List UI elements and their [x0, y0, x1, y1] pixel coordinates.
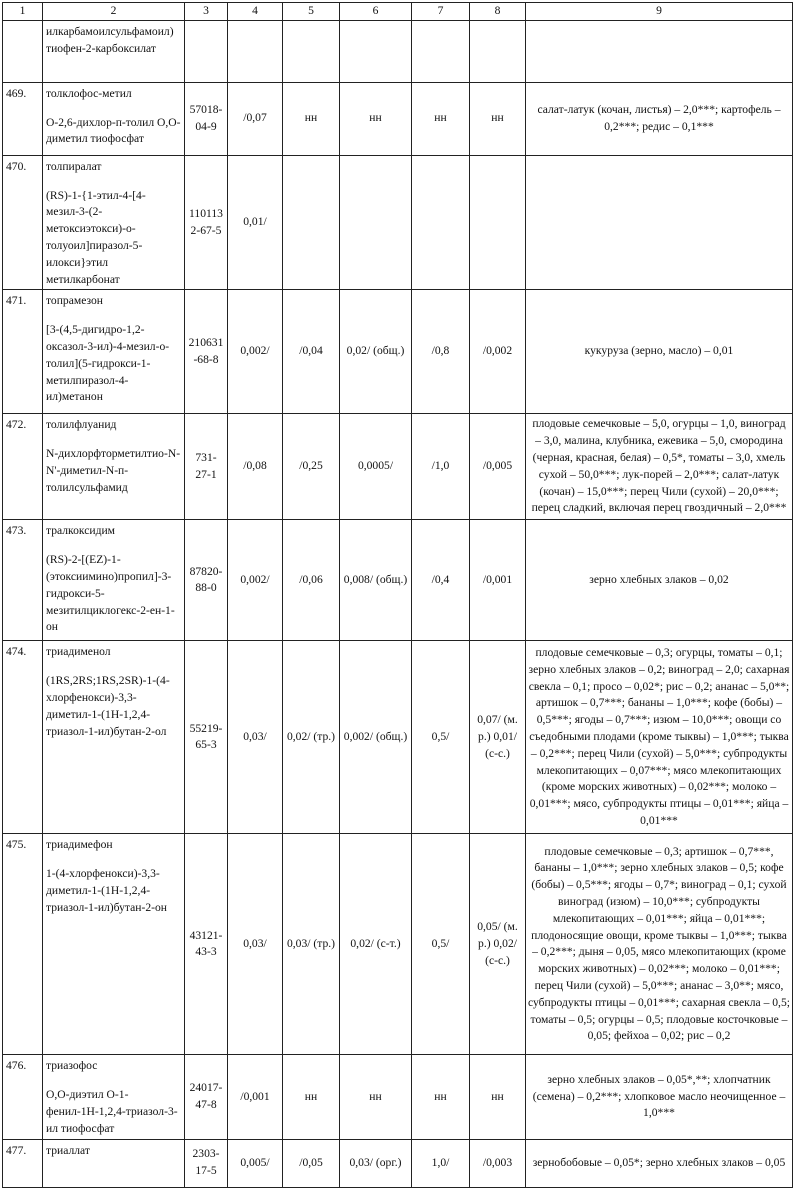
value-col-5: /0,06: [283, 520, 340, 641]
row-number: 469.: [3, 82, 43, 155]
table-row: [3, 290, 793, 414]
substance-cell: [43, 641, 185, 834]
residue-limits: зернобобовые – 0,05*; зерно хлебных злаков – 0,05: [526, 1139, 793, 1187]
value-col-4: /0,07: [228, 82, 283, 155]
table-row: [3, 520, 793, 641]
value-col-8: [470, 155, 526, 290]
cas-number: 57018-04-9: [185, 82, 228, 155]
residue-limits: плодовые семечковые – 5,0, огурцы – 1,0, виноград – 3,0, малина, клубника, ежевика – 5,0, смородина (черная, красная, белая) – 0,5*, томаты – 3,0, хмель сухой – 50,0***; лук-порей – 2,0***; салат-латук (кочан) – 15,0***; перец Чили (сухой) – 20,0***; перец сладкий, включая перец гвоздичный – 2,0***: [526, 414, 793, 520]
value-col-8: /0,001: [470, 520, 526, 641]
substance-cell: [43, 290, 185, 414]
residue-limits: кукуруза (зерно, масло) – 0,01: [526, 290, 793, 414]
value-col-8: нн: [470, 1055, 526, 1139]
substance-name: триаллат: [46, 1143, 90, 1157]
cas-number: 24017-47-8: [185, 1055, 228, 1139]
substance-cell: [43, 834, 185, 1055]
table-row: [3, 82, 793, 155]
cas-number: 87820-88-0: [185, 520, 228, 641]
value-col-6: 0,0005/: [340, 414, 412, 520]
value-col-5: /0,05: [283, 1139, 340, 1187]
cas-number: 43121-43-3: [185, 834, 228, 1055]
value-col-6: 0,002/ (общ.): [340, 641, 412, 834]
table-row: [3, 155, 793, 290]
value-col-7: [412, 155, 470, 290]
row-number: [3, 20, 43, 82]
row-number: 471.: [3, 290, 43, 414]
residue-limits: плодовые семечковые – 0,3; артишок – 0,7***, бананы – 1,0***; зерно хлебных злаков – 0,5; кофе (бобы) – 0,5***; ягоды – 0,7*; виноград – 0,1; сухой виноград (изюм) – 10,0***; субпродукты млекопитающих – 0,01***; яйца – 0,01***; плодоносящие овощи, кроме тыквы – 1,0***; тыква – 0,2***; дыня – 0,05, мясо млекопитающих (кроме морских животных) – 0,02***; молоко – 0,01***; перец Чили (сухой) – 5,0***; ананас – 3,0**; мясо, субпродукты птицы – 0,01***; сахарная свекла – 0,5; томаты – 0,5; огурцы – 0,5; плодовые косточковые – 0,05; фейхоа – 0,02; рис – 0,2: [526, 834, 793, 1055]
header-row: [3, 3, 793, 21]
value-col-5: 0,02/ (тр.): [283, 641, 340, 834]
residue-limits: зерно хлебных злаков – 0,05*,**; хлопчатник (семена) – 0,2***; хлопковое масло неочищенное – 1,0***: [526, 1055, 793, 1139]
continuation-row: [3, 20, 793, 82]
column-header-9: 9: [526, 3, 793, 21]
substance-cell: [43, 520, 185, 641]
value-col-6: 0,02/ (с-т.): [340, 834, 412, 1055]
table-row: [3, 641, 793, 834]
cas-number: 110113 2-67-5: [185, 155, 228, 290]
value-col-4: /0,08: [228, 414, 283, 520]
value-col-5: нн: [283, 1055, 340, 1139]
cas-number: 731-27-1: [185, 414, 228, 520]
substance-name: топрамезон: [46, 294, 103, 308]
substance-chemical-name: (1RS,2RS;1RS,2SR)-1-(4-хлорфенокси)-3,3-диметил-1-(1Н-1,2,4-триазол-1-ил)бутан-2-ол: [46, 674, 170, 738]
cas-number: 55219-65-3: [185, 641, 228, 834]
value-col-6: 0,02/ (общ.): [340, 290, 412, 414]
substance-chemical-name: илкарбамоилсульфамоил) тиофен-2-карбоксилат: [43, 20, 185, 82]
value-col-4: 0,005/: [228, 1139, 283, 1187]
value-col-8: нн: [470, 82, 526, 155]
value-col-7: 1,0/: [412, 1139, 470, 1187]
substance-chemical-name: 1-(4-хлорфенокси)-3,3-диметил-1-(1Н-1,2,4-триазол-1-ил)бутан-2-он: [46, 867, 167, 914]
substance-cell: [43, 1139, 185, 1187]
table-row: [3, 1139, 793, 1187]
value-col-7: нн: [412, 1055, 470, 1139]
substance-name: триадимефон: [46, 838, 113, 852]
value-col-8: 0,05/ (м. р.) 0,02/ (с-с.): [470, 834, 526, 1055]
substance-name: тралкоксидим: [46, 524, 116, 538]
column-header-8: 8: [470, 3, 526, 21]
value-col-7: /1,0: [412, 414, 470, 520]
value-col-8: 0,07/ (м. р.) 0,01/ (с-с.): [470, 641, 526, 834]
value-col-6: 0,03/ (орг.): [340, 1139, 412, 1187]
value-col-5: /0,25: [283, 414, 340, 520]
value-col-5: /0,04: [283, 290, 340, 414]
substance-name: толилфлуанид: [46, 418, 117, 432]
value-col-4: 0,002/: [228, 290, 283, 414]
value-col-8: /0,005: [470, 414, 526, 520]
value-col-6: нн: [340, 82, 412, 155]
row-number: 474.: [3, 641, 43, 834]
column-header-4: 4: [228, 3, 283, 21]
value-col-4: 0,03/: [228, 641, 283, 834]
column-header-2: 2: [43, 3, 185, 21]
substance-chemical-name: О-2,6-дихлор-п-толил О,О-диметил тиофосфат: [46, 115, 181, 146]
row-number: 475.: [3, 834, 43, 1055]
value-col-4: 0,01/: [228, 155, 283, 290]
substance-cell: [43, 155, 185, 290]
substance-name: триазофос: [46, 1059, 98, 1073]
residue-limits: плодовые семечковые – 0,3; огурцы, томаты – 0,1; зерно хлебных злаков – 0,2; виноград – 2,0; сахарная свекла – 0,1; просо – 0,02*; рис – 0,2; ананас – 5,0**; артишок – 0,7***; бананы – 1,0***; кофе (бобы) – 0,5***; ягоды – 0,7***; изюм – 10,0***; овощи со съедобными плодами (кроме тыквы) – 1,0***; тыква – 0,2***; перец Чили (сухой) – 5,0***; субпродукты млекопитающих – 0,07***; мясо млекопитающих (кроме морских животных) – 0,02***; молоко – 0,01***; мясо, субпродукты птицы – 0,01***; яйца – 0,01***: [526, 641, 793, 834]
value-col-8: /0,002: [470, 290, 526, 414]
row-number: 477.: [3, 1139, 43, 1187]
value-col-6: 0,008/ (общ.): [340, 520, 412, 641]
column-header-5: 5: [283, 3, 340, 21]
value-col-4: 0,002/: [228, 520, 283, 641]
substance-chemical-name: [3-(4,5-дигидро-1,2-оксазол-3-ил)-4-мезил-о-толил](5-гидрокси-1-метилпиразол-4-ил)метанон: [46, 323, 170, 404]
value-col-7: /0,8: [412, 290, 470, 414]
substance-chemical-name: О,О-диэтил О-1-фенил-1Н-1,2,4-триазол-3-ил тиофосфат: [46, 1088, 178, 1135]
value-col-5: нн: [283, 82, 340, 155]
residue-limits: зерно хлебных злаков – 0,02: [526, 520, 793, 641]
column-header-1: 1: [3, 3, 43, 21]
cas-number: 210631 -68-8: [185, 290, 228, 414]
value-col-5: 0,03/ (тр.): [283, 834, 340, 1055]
value-col-6: [340, 155, 412, 290]
row-number: 470.: [3, 155, 43, 290]
value-col-5: [283, 155, 340, 290]
residue-limits: [526, 155, 793, 290]
substance-name: триадименол: [46, 645, 111, 659]
column-header-7: 7: [412, 3, 470, 21]
column-header-3: 3: [185, 3, 228, 21]
substance-name: толпиралат: [46, 159, 102, 173]
row-number: 472.: [3, 414, 43, 520]
value-col-4: /0,001: [228, 1055, 283, 1139]
cas-number: 2303-17-5: [185, 1139, 228, 1187]
substances-table: [2, 2, 793, 1188]
residue-limits: салат-латук (кочан, листья) – 2,0***; картофель – 0,2***; редис – 0,1***: [526, 82, 793, 155]
row-number: 476.: [3, 1055, 43, 1139]
substance-chemical-name: (RS)-2-[(EZ)-1-(этоксиимино)пропил]-3-гидрокси-5-мезитилциклогекс-2-ен-1-он: [46, 553, 175, 634]
value-col-6: нн: [340, 1055, 412, 1139]
table-row: [3, 1055, 793, 1139]
row-number: 473.: [3, 520, 43, 641]
substance-chemical-name: (RS)-1-{1-этил-4-[4-мезил-3-(2-метоксиэтокси)-о-толуоил]пиразол-5-илокси}этил метилкарбонат: [46, 188, 146, 286]
value-col-7: нн: [412, 82, 470, 155]
table-row: [3, 414, 793, 520]
substance-chemical-name: N-дихлорфторметилтио-N-N'-диметил-N-п-толилсульфамид: [46, 447, 181, 494]
table-row: [3, 834, 793, 1055]
value-col-7: 0,5/: [412, 834, 470, 1055]
column-header-6: 6: [340, 3, 412, 21]
substance-cell: [43, 1055, 185, 1139]
value-col-7: 0,5/: [412, 641, 470, 834]
value-col-8: /0,003: [470, 1139, 526, 1187]
substance-cell: [43, 82, 185, 155]
substance-name: толклофос-метил: [46, 86, 132, 100]
value-col-4: 0,03/: [228, 834, 283, 1055]
value-col-7: /0,4: [412, 520, 470, 641]
substance-cell: [43, 414, 185, 520]
